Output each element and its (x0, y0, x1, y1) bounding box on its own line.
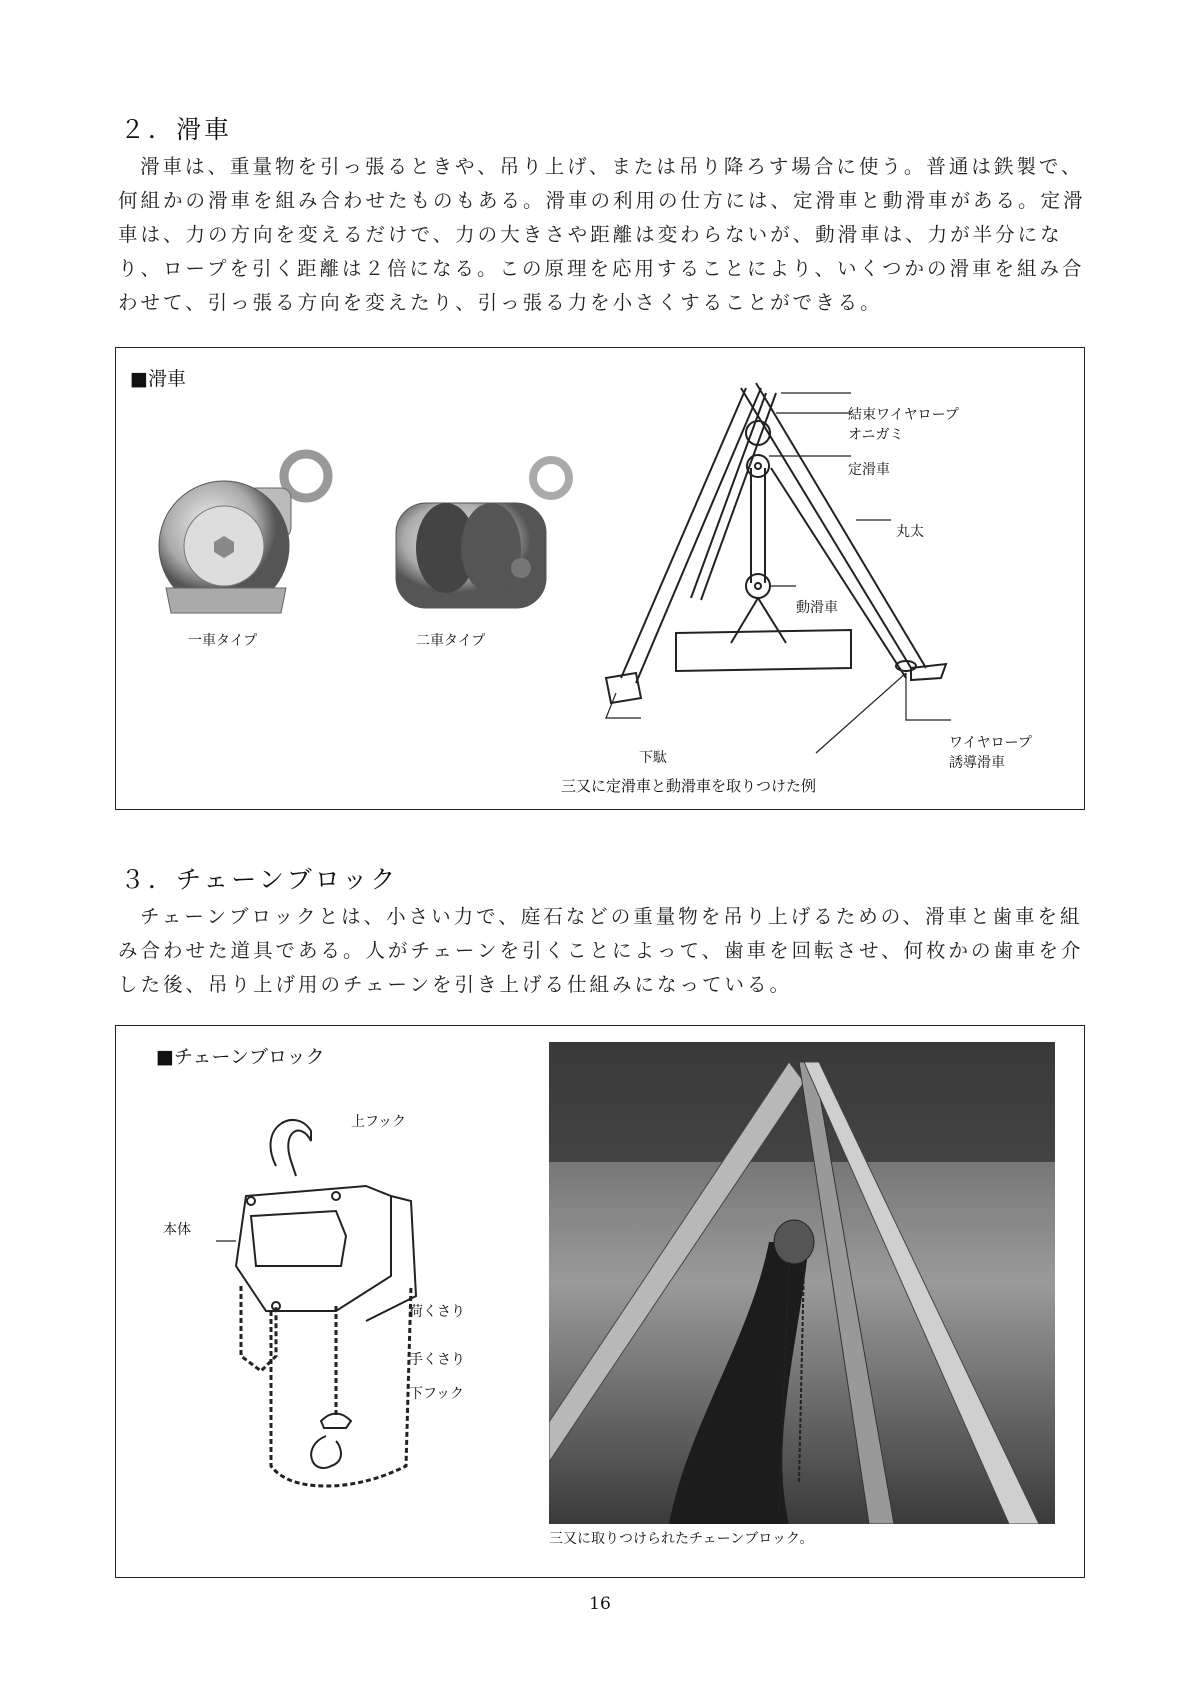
single-pulley-caption: 一車タイプ (188, 633, 258, 649)
tripod-pulley-diagram (561, 368, 1081, 788)
double-pulley-caption: 二車タイプ (416, 633, 486, 649)
single-pulley-image (146, 448, 346, 628)
label-guide-pulley: 誘導滑車 (949, 755, 1005, 771)
section-2-body (118, 150, 1088, 320)
double-pulley-image (381, 448, 581, 628)
label-hand-chain: 手くさり (409, 1352, 465, 1368)
label-log: 丸太 (896, 524, 924, 540)
chain-block-figure-box (115, 1025, 1085, 1578)
section-3-paragraph: チェーンブロックとは、小さい力で、庭石などの重量物を吊り上げるための、滑車と歯車を組み合わせた道具である。人がチェーンを引くことによって、歯車を回転させ、何枚かの歯車を介した後、吊り上げ用のチェーンを引き上げる仕組みになっている。 (118, 905, 1084, 996)
pulley-figure-title: ■滑車 (130, 368, 186, 390)
label-geta: 下駄 (639, 750, 667, 766)
label-guide-wire: ワイヤロープ (949, 735, 1032, 751)
label-lower-hook: 下フック (409, 1386, 465, 1402)
label-fixed-pulley: 定滑車 (848, 462, 890, 478)
section-2-heading: ２．滑車 (120, 115, 233, 144)
label-body: 本体 (163, 1222, 191, 1238)
section-2-paragraph: 滑車は、重量物を引っ張るときや、吊り上げ、または吊り降ろす場合に使う。普通は鉄製で、何組かの滑車を組み合わせたものもある。滑車の利用の仕方には、定滑車と動滑車がある。定滑車は、力の方向を変えるだけで、力の大きさや距離は変わらないが、動滑車は、力が半分になり、ロープを引く距離は２倍になる。この原理を応用することにより、いくつかの滑車を組み合わせて、引っ張る方向を変えたり、引っ張る力を小さくすることができる。 (118, 155, 1086, 314)
label-binding-wire: 結束ワイヤロープ (848, 407, 959, 423)
pulley-figure-box (115, 347, 1085, 810)
label-movable-pulley: 動滑車 (796, 600, 838, 616)
section-3-body (118, 900, 1088, 1002)
label-onigami: オニガミ (848, 427, 904, 443)
chain-block-photo (549, 1042, 1055, 1524)
page-number: 16 (589, 1594, 611, 1614)
label-upper-hook: 上フック (351, 1114, 407, 1130)
label-load-chain: 荷くさり (409, 1304, 465, 1320)
photo-caption: 三又に取りつけられたチェーンブロック。 (549, 1531, 814, 1547)
tripod-diagram-caption: 三又に定滑車と動滑車を取りつけた例 (561, 777, 817, 795)
section-3-heading: ３．チェーンブロック (120, 865, 399, 894)
chain-block-figure-title: ■チェーンブロック (156, 1046, 325, 1068)
